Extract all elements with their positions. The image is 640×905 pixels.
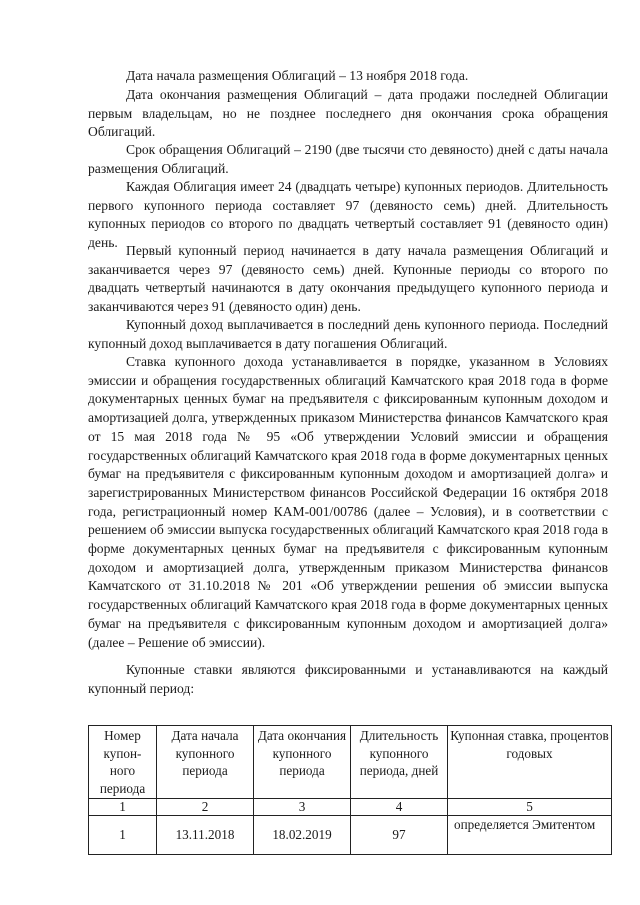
paragraph-placement-start: Дата начала размещения Облигаций – 13 ноября 2018 года.	[126, 68, 469, 83]
paragraph-circulation-term: Срок обращения Облигаций – 2190 (две тысячи сто девяносто) дней с даты начала размещения Облигаций.	[88, 142, 608, 176]
table-header-row	[89, 726, 612, 799]
coupon-table	[88, 725, 612, 855]
column-number-cell: 2	[157, 799, 254, 816]
cell-end-date: 18.02.2019	[254, 816, 351, 855]
column-number-cell: 1	[89, 799, 157, 816]
header-cell-end-date: Дата окончания купонного периода	[254, 726, 351, 799]
paragraph-coupon-periods-count: Каждая Облигация имеет 24 (двадцать четыре) купонных периодов. Длительность первого купонного периода составляет 97 (девяносто семь) дней. Длительность купонных периодов со второго по двадцать четвертый составляет 91 (девяносто один) день.	[88, 179, 608, 251]
cell-duration: 97	[351, 816, 448, 855]
paragraph-coupon-rate-order: Ставка купонного дохода устанавливается в порядке, указанном в Условиях эмиссии и обращения государственных облигаций Камчатского края 2018 года в форме документарных ценных бумаг на предъявителя с фиксированным купонным доходом и амортизацией долга, утвержденных приказом Министерства финансов Камчатского края от 15 мая 2018 года № 95 «Об утверждении Условий эмиссии и обращения государственных облигаций Камчатского края 2018 года в форме документарных ценных бумаг на предъявителя с фиксированным купонным доходом и амортизацией долга» и зарегистрированных Министерством финансов Российской Федерации 16 октября 2018 года, регистрационный номер КАМ-001/00786 (далее – Условия), и в соответствии с решением об эмиссии выпуска государственных облигаций Камчатского края 2018 года в форме документарных ценных бумаг на предъявителя с фиксированным купонным доходом и амортизацией долга, утвержденным приказом Министерства финансов Камчатского от 31.10.2018 № 201 «Об утверждении решения об эмиссии выпуска государственных облигаций Камчатского края 2018 года в форме документарных ценных бумаг на предъявителя с фиксированным купонным доходом и амортизацией долга» (далее – Решение об эмиссии).	[88, 354, 608, 650]
cell-start-date: 13.11.2018	[157, 816, 254, 855]
table-column-numbers-row	[89, 799, 612, 816]
paragraph-coupon-payment: Купонный доход выплачивается в последний день купонного периода. Последний купонный доход выплачивается в дату погашения Облигаций.	[88, 317, 608, 351]
cell-coupon-rate: определяется Эмитентом	[448, 816, 612, 855]
header-cell-coupon-rate: Купонная ставка, процентов годовых	[448, 726, 612, 799]
table-row	[89, 816, 612, 855]
header-cell-period-number: Номер купон-ного периода	[89, 726, 157, 799]
header-cell-duration: Длительность купонного периода, дней	[351, 726, 448, 799]
cell-period-number: 1	[89, 816, 157, 855]
column-number-cell: 3	[254, 799, 351, 816]
paragraph-placement-end: Дата окончания размещения Облигаций – дата продажи последней Облигации первым владельцам, но не позднее последнего дня окончания срока обращения Облигаций.	[88, 87, 608, 140]
column-number-cell: 4	[351, 799, 448, 816]
column-number-cell: 5	[448, 799, 612, 816]
paragraph-coupon-period-dates: Первый купонный период начинается в дату начала размещения Облигаций и заканчивается через 97 (девяносто семь) дней. Купонные периоды со второго по двадцать четвертый начинаются в дату окончания предыдущего купонного периода и заканчиваются через 91 (девяносто один) день.	[88, 243, 608, 315]
paragraph-fixed-rates: Купонные ставки являются фиксированными и устанавливаются на каждый купонный период:	[88, 662, 608, 696]
header-cell-start-date: Дата начала купонного периода	[157, 726, 254, 799]
